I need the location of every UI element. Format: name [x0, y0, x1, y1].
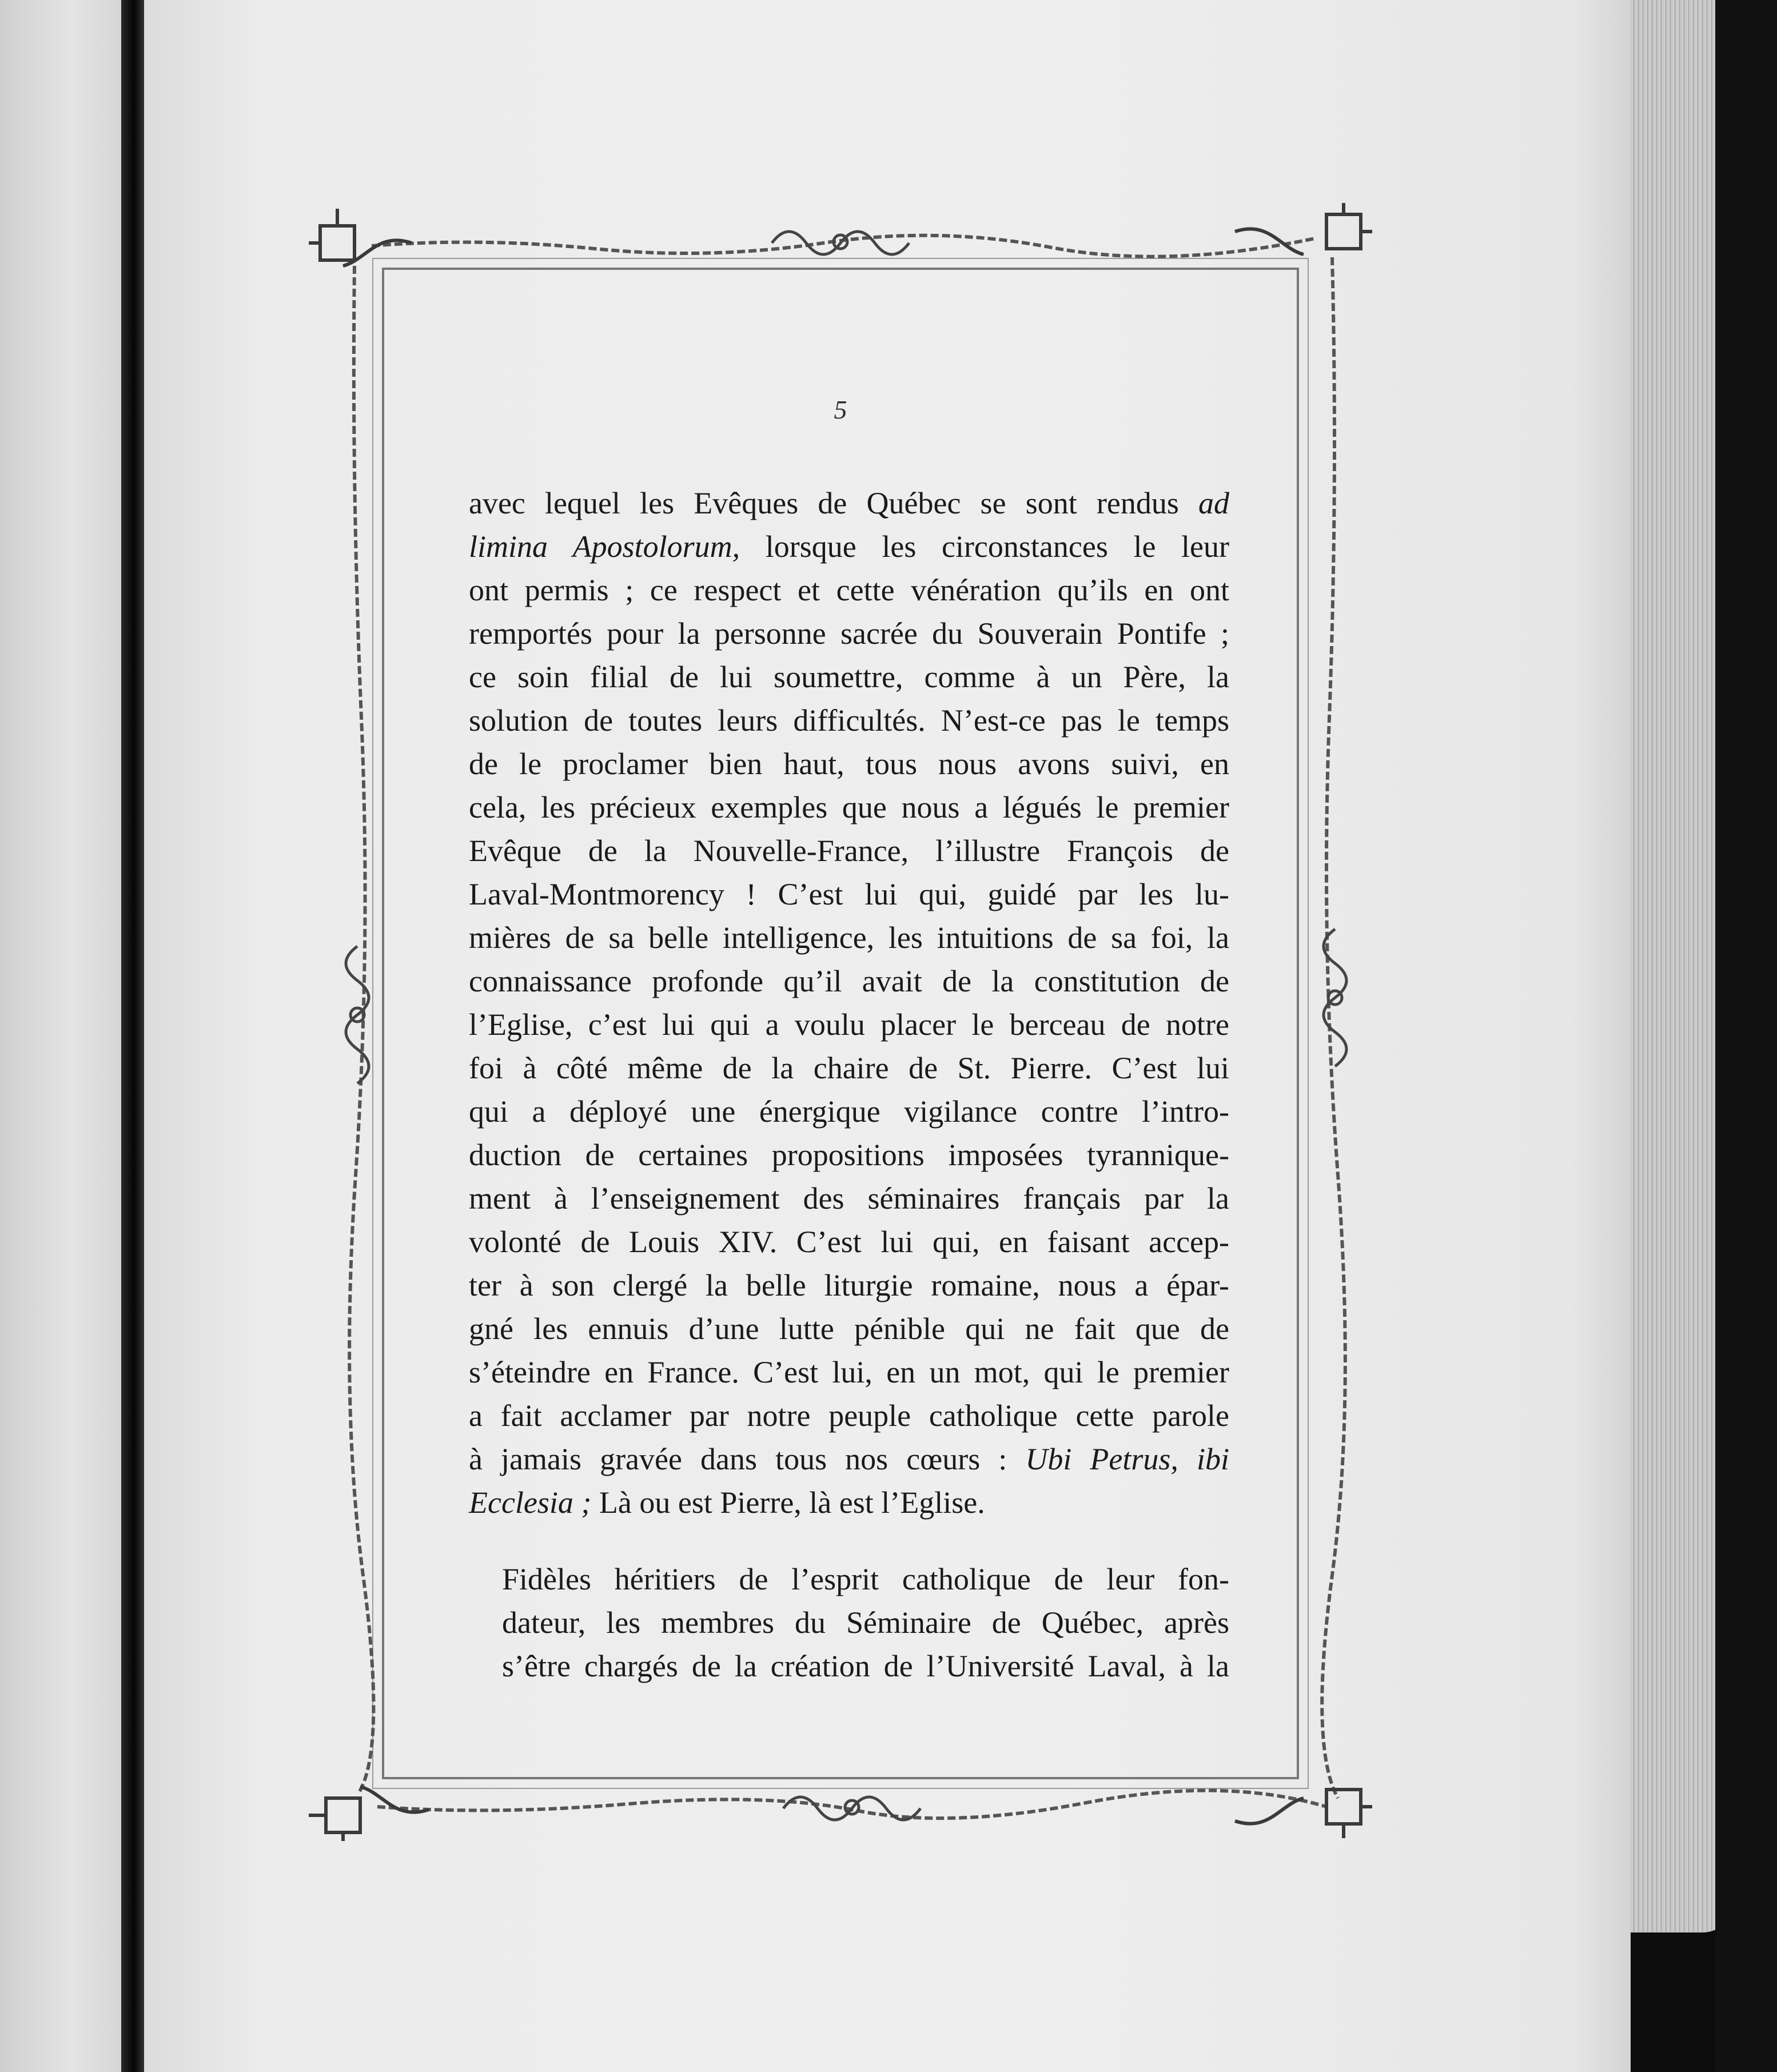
line-text: Evêque de la Nouvelle-France, l’illustre François de: [469, 834, 1229, 868]
italic-phrase: Ecclesia ;: [469, 1485, 592, 1520]
line-text: remportés pour la personne sacrée du Souverain Pontife ;: [469, 616, 1229, 651]
page-number: 5: [834, 395, 847, 424]
line-text: foi à côté même de la chaire de St. Pierre. C’est lui: [469, 1051, 1229, 1085]
book-gutter: [121, 0, 146, 2072]
text-line: [469, 612, 1229, 655]
text-line: [469, 1481, 1229, 1524]
line-text: mières de sa belle intelligence, les intuitions de sa foi, la: [469, 921, 1229, 955]
line-text: gné les ennuis d’une lutte pénible qui ne fait que de: [469, 1312, 1229, 1346]
text-line: [469, 525, 1229, 568]
text-line: [469, 1644, 1229, 1688]
paragraph: [469, 481, 1229, 1524]
line-text: solution de toutes leurs difficultés. N’est-ce pas le temps: [469, 703, 1229, 738]
text-line: [469, 829, 1229, 872]
text-line: [469, 568, 1229, 612]
line-text: s’éteindre en France. C’est lui, en un mot, qui le premier: [469, 1355, 1229, 1389]
line-text: ont permis ; ce respect et cette vénération qu’ils en ont: [469, 573, 1229, 607]
text-line: [469, 1394, 1229, 1437]
text-line: [469, 1601, 1229, 1644]
line-text: Fidèles héritiers de l’esprit catholique de leur fon-: [502, 1562, 1229, 1596]
text-line: [469, 1350, 1229, 1394]
text-line: [469, 1264, 1229, 1307]
text-line: [469, 742, 1229, 786]
line-text: l’Eglise, c’est lui qui a voulu placer le berceau de notre: [469, 1007, 1229, 1042]
text-line: [469, 1133, 1229, 1177]
text-line: [469, 1003, 1229, 1046]
scan-background: [1715, 0, 1777, 2072]
text-line: [469, 655, 1229, 699]
line-text: cela, les précieux exemples que nous a légués le premier: [469, 790, 1229, 824]
line-text: avec lequel les Evêques de Québec se sont rendus: [469, 486, 1198, 520]
paragraph: [469, 1557, 1229, 1688]
italic-phrase: Ubi Petrus, ibi: [1025, 1442, 1229, 1476]
line-text: à jamais gravée dans tous nos cœurs :: [469, 1442, 1026, 1476]
line-text: a fait acclamer par notre peuple catholique cette parole: [469, 1398, 1229, 1433]
text-line: [469, 1220, 1229, 1264]
text-line: [469, 959, 1229, 1003]
text-line: [469, 872, 1229, 916]
text-line: [469, 1090, 1229, 1133]
text-line: [469, 699, 1229, 742]
text-line: [469, 481, 1229, 525]
text-line: [469, 1437, 1229, 1481]
line-text: ce soin filial de lui soumettre, comme à un Père, la: [469, 660, 1229, 694]
line-text: lorsque les circonstances le leur: [740, 529, 1229, 564]
line-text: volonté de Louis XIV. C’est lui qui, en faisant accep-: [469, 1225, 1229, 1259]
italic-phrase: limina Apostolorum,: [469, 529, 740, 564]
text-line: [469, 1177, 1229, 1220]
line-text: dateur, les membres du Séminaire de Québec, après: [502, 1605, 1229, 1640]
line-text: de le proclamer bien haut, tous nous avons suivi, en: [469, 747, 1229, 781]
line-text: ment à l’enseignement des séminaires français par la: [469, 1181, 1229, 1216]
text-line: [469, 1557, 1229, 1601]
line-text: Là ou est Pierre, là est l’Eglise.: [591, 1485, 985, 1520]
italic-phrase: ad: [1198, 486, 1229, 520]
line-text: connaissance profonde qu’il avait de la constitution de: [469, 964, 1229, 998]
text-line: [469, 786, 1229, 829]
line-text: ter à son clergé la belle liturgie romaine, nous a épar-: [469, 1268, 1229, 1302]
body-text: [469, 481, 1229, 1688]
line-text: qui a déployé une énergique vigilance contre l’intro-: [469, 1094, 1229, 1129]
facing-page-edge: [0, 0, 121, 2072]
text-line: [469, 916, 1229, 959]
line-text: Laval-Montmorency ! C’est lui qui, guidé par les lu-: [469, 877, 1229, 911]
text-line: [469, 1307, 1229, 1350]
line-text: duction de certaines propositions imposées tyrannique-: [469, 1138, 1229, 1172]
text-line: [469, 1046, 1229, 1090]
line-text: s’être chargés de la création de l’Université Laval, à la: [502, 1649, 1229, 1683]
